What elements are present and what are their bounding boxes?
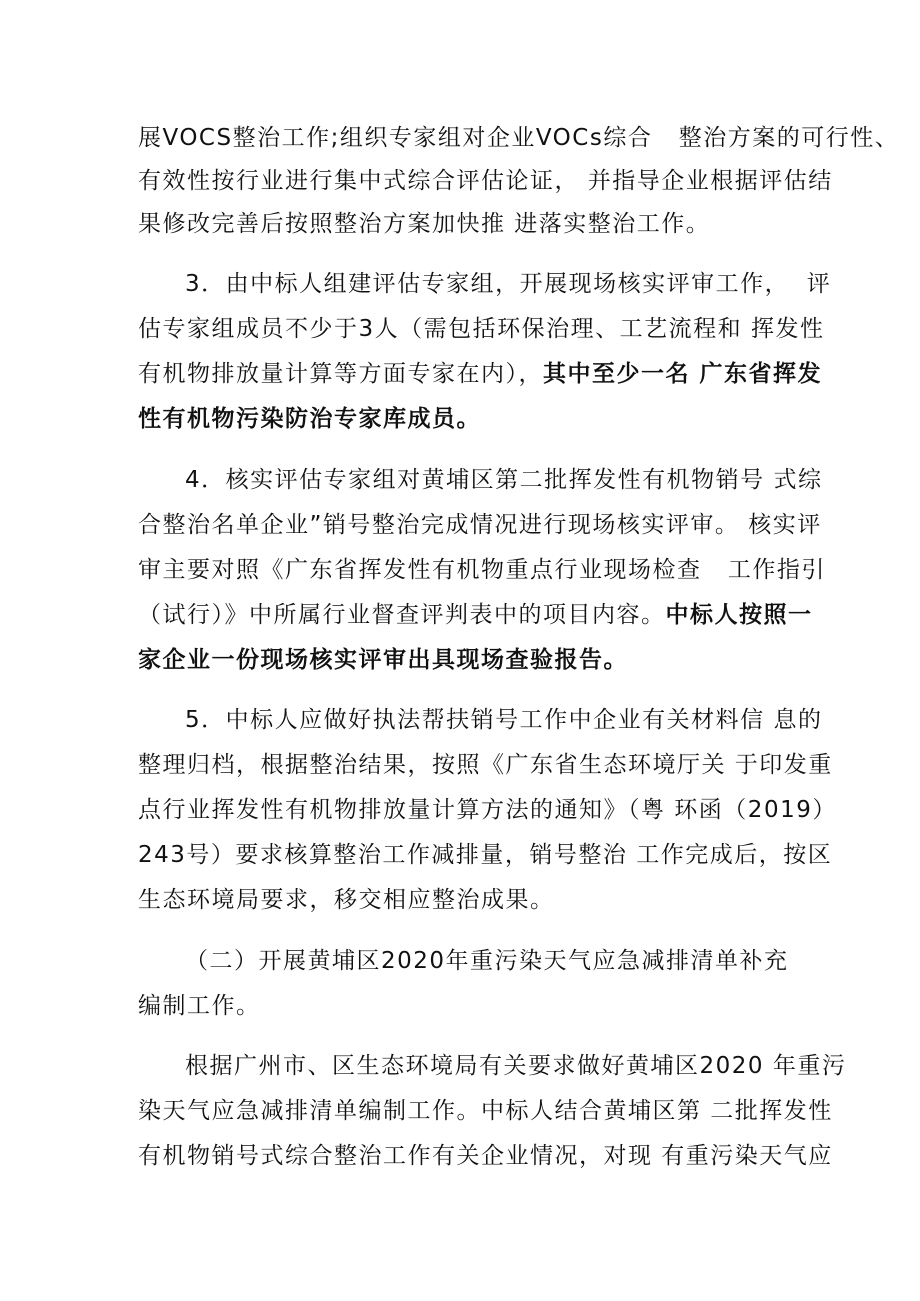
section-heading: （二）开展黄埔区2020年重污染天气应急减排清单补充 — [185, 948, 789, 974]
bold-text: 其中至少一名 广东省挥发 — [543, 361, 823, 387]
paragraph-line: 审主要对照《广东省挥发性有机物重点行业现场检查 工作指引 — [138, 557, 826, 583]
paragraph-line: 有效性按行业进行集中式综合评估论证， 并指导企业根据评估结 — [138, 168, 833, 194]
plain-text: 有机物排放量计算等方面专家在内）， — [138, 361, 543, 387]
plain-text: （试行）》中所属行业督查评判表中的项目内容。 — [138, 602, 666, 628]
bold-paragraph-line: 家企业一份现场核实评审出具现场查验报告。 — [138, 647, 628, 673]
bold-paragraph-line: 性有机物污染防治专家库成员。 — [138, 406, 481, 432]
paragraph-line: 243号）要求核算整治工作减排量，销号整治 工作完成后，按区 — [138, 842, 833, 868]
paragraph-line: 染天气应急减排清单编制工作。中标人结合黄埔区第 二批挥发性 — [138, 1098, 833, 1124]
paragraph-line: 3．由中标人组建评估专家组，开展现场核实评审工作， 评 — [185, 271, 832, 297]
paragraph-line: 果修改完善后按照整治方案加快推 进落实整治工作。 — [138, 211, 711, 237]
bold-text: 中标人按照一 — [665, 602, 813, 628]
paragraph-line: 根据广州市、区生态环境局有关要求做好黄埔区2020 年重污 — [185, 1053, 847, 1079]
section-heading: 编制工作。 — [138, 993, 261, 1019]
paragraph-line-mixed — [138, 600, 813, 630]
paragraph-line: 4．核实评估专家组对黄埔区第二批挥发性有机物销号 式综 — [185, 467, 823, 493]
paragraph-line: 5．中标人应做好执法帮扶销号工作中企业有关材料信 息的 — [185, 707, 823, 733]
paragraph-line: 点行业挥发性有机物排放量计算方法的通知》（粤 环函（2019） — [138, 797, 837, 823]
paragraph-line: 合整治名单企业”销号整治完成情况进行现场核实评审。 核实评 — [138, 512, 822, 538]
paragraph-line-mixed — [138, 359, 822, 389]
paragraph-line: 有机物销号式综合整治工作有关企业情况，对现 有重污染天气应 — [138, 1143, 833, 1169]
paragraph-line: 展VOCS整治工作;组织专家组对企业VOCs综合 整治方案的可行性、 — [138, 125, 900, 151]
paragraph-line: 估专家组成员不少于3人（需包括环保治理、工艺流程和 挥发性 — [138, 316, 825, 342]
paragraph-line: 整理归档，根据整治结果，按照《广东省生态环境厅关 于印发重 — [138, 752, 833, 778]
paragraph-line: 生态环境局要求，移交相应整治成果。 — [138, 887, 555, 913]
